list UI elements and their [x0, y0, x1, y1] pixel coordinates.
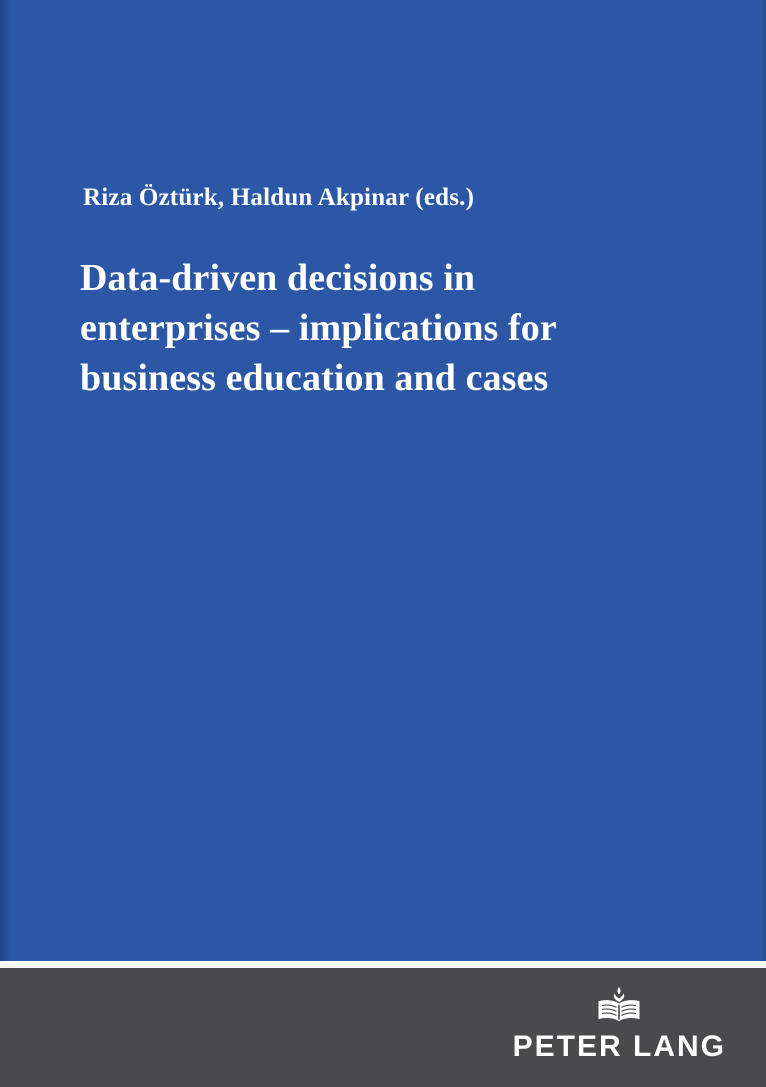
book-title [80, 253, 690, 403]
editors-line: Riza Öztürk, Haldun Akpinar (eds.) [83, 184, 475, 211]
title-line-1: Data-driven decisions in [80, 257, 476, 299]
spine-shadow [0, 0, 10, 1087]
title-line-3: business education and cases [80, 357, 549, 399]
footer-divider [0, 961, 766, 968]
publisher-block [513, 986, 726, 1063]
publisher-band [0, 968, 766, 1087]
open-book-with-flame-icon [596, 986, 642, 1027]
publisher-name: PETER LANG [512, 1030, 726, 1063]
right-edge-shadow [760, 0, 766, 1087]
title-line-2: enterprises – implications for [80, 307, 557, 349]
